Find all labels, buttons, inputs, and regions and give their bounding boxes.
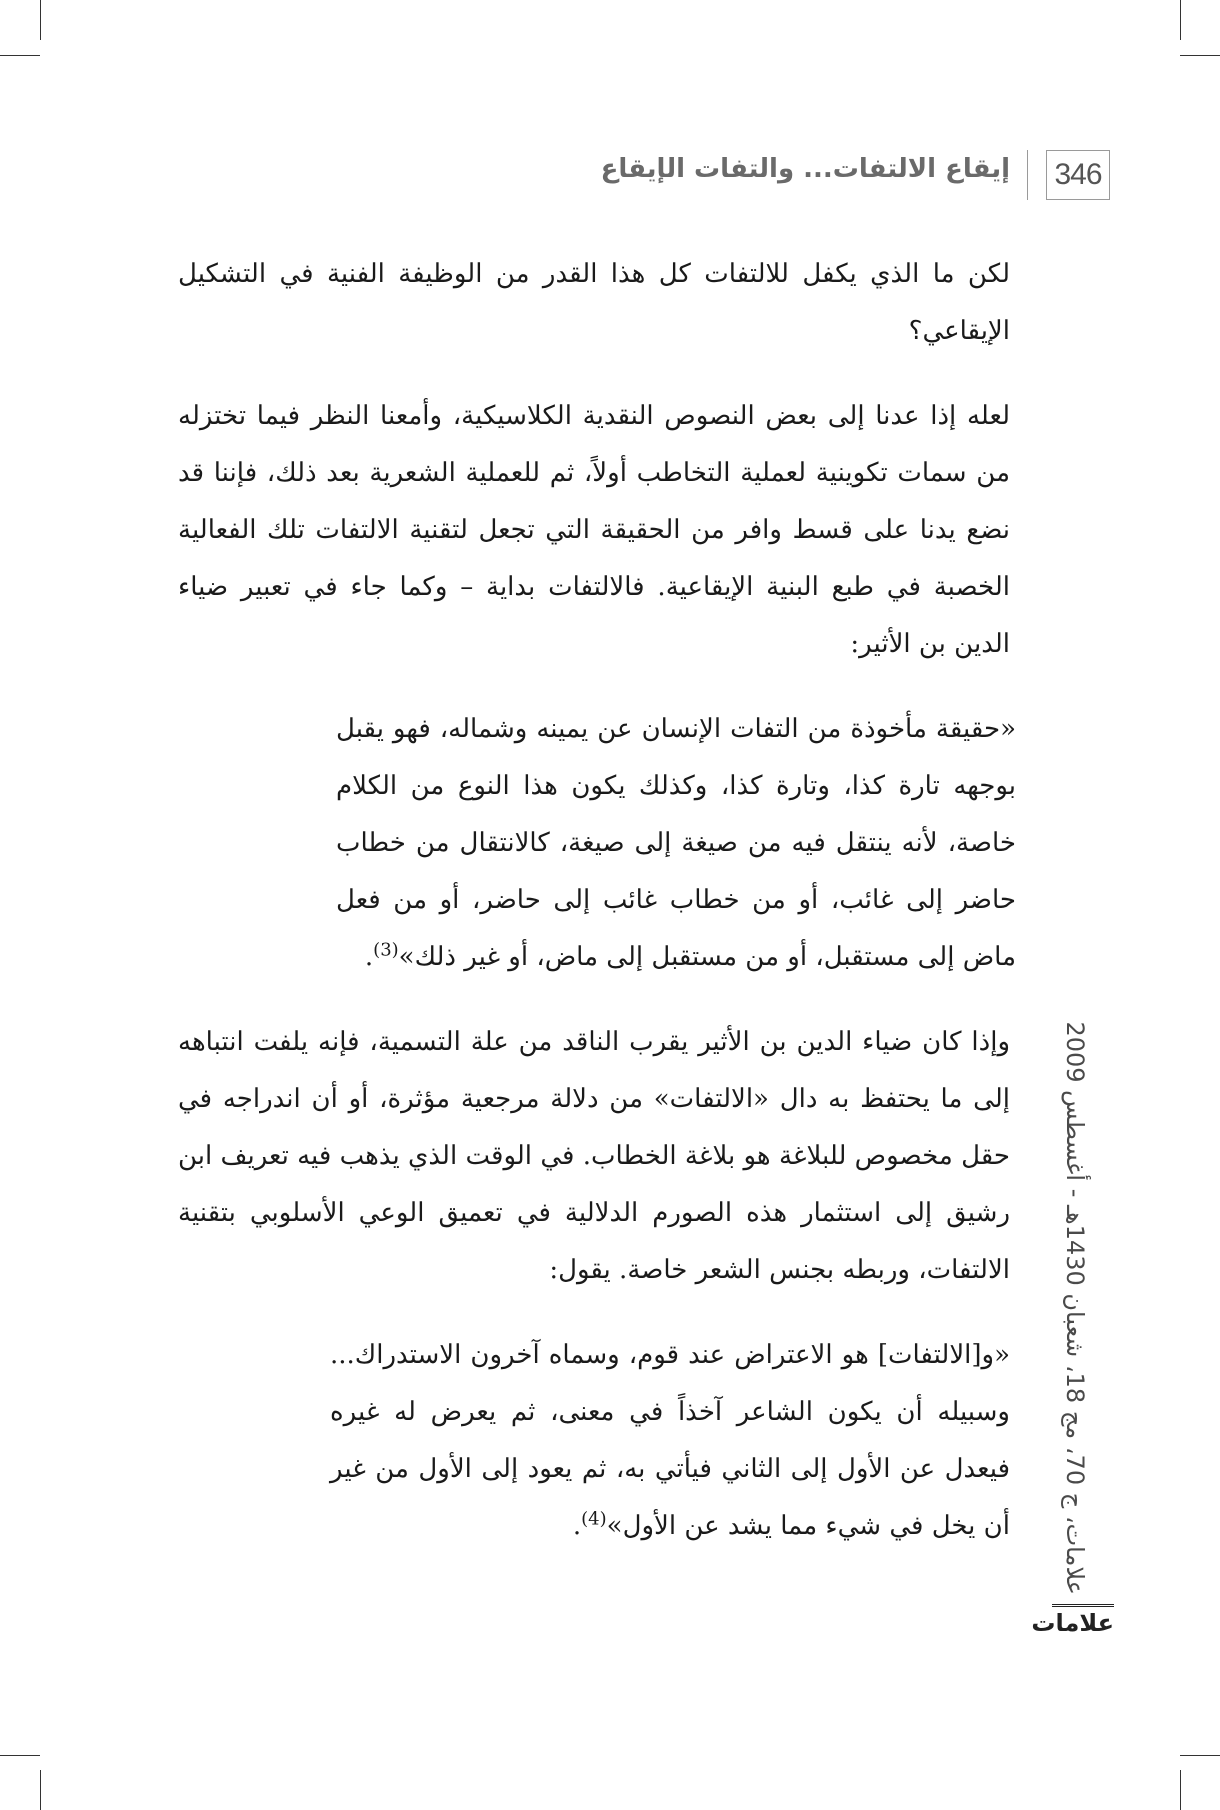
crop-mark	[0, 55, 40, 56]
journal-issue-line: علامات، ج 70، مج 18، شعبان 1430هـ - أغسطس 2009	[1061, 1021, 1089, 1595]
page-number: 346	[1046, 150, 1110, 200]
running-header	[180, 150, 1110, 204]
quote-end: .	[364, 942, 374, 972]
quote-text: «و[الالتفات] هو الاعتراض عند قوم، وسماه آخرون الاستدراك... وسبيله أن يكون الشاعر آخذاً في معنى، ثم يعرض له غيره فيعدل عن الأول إلى الثاني فيأتي به، ثم يعود إلى الأول من غير أن يخل في شيء مما يشد عن الأول»	[330, 1340, 1010, 1541]
crop-mark	[1180, 1755, 1220, 1756]
header-divider	[1027, 150, 1028, 200]
crop-mark	[1180, 0, 1181, 40]
crop-mark	[0, 1755, 40, 1756]
block-quote	[336, 701, 1016, 986]
footnote-ref[interactable]: (3)	[373, 939, 399, 961]
paragraph: لعله إذا عدنا إلى بعض النصوص النقدية الكلاسيكية، وأمعنا النظر فيما تختزله من سمات تكوينية لعملية التخاطب أولاً، ثم للعملية الشعرية بعد ذلك، فإننا قد نضع يدنا على قسط وافر من الحقيقة التي تجعل لتقنية الالتفات تلك الفعالية الخصبة في طبع البنية الإيقاعية. فالالتفات بداية – وكما جاء في تعبير ضياء الدين بن الأثير:	[178, 401, 1010, 659]
running-title: إيقاع الالتفات... والتفات الإيقاع	[600, 154, 1010, 184]
crop-mark	[40, 1770, 41, 1810]
journal-logo: علامات	[1052, 1604, 1114, 1641]
paragraph: وإذا كان ضياء الدين بن الأثير يقرب الناقد من علة التسمية، فإنه يلفت انتباهه إلى ما يحتفظ به دال «الالتفات» من دلالة مرجعية مؤثرة، أو أن اندراجه في حقل مخصوص للبلاغة هو بلاغة الخطاب. في الوقت الذي يذهب فيه تعريف ابن رشيق إلى استثمار هذه الصورم الدلالية في تعميق الوعي الأسلوبي بتقنية الالتفات، وربطه بجنس الشعر خاصة. يقول:	[178, 1027, 1010, 1285]
quote-end: .	[572, 1511, 582, 1541]
journal-info-vertical	[1055, 945, 1095, 1595]
quote-text: «حقيقة مأخوذة من التفات الإنسان عن يمينه وشماله، فهو يقبل بوجهه تارة كذا، وتارة كذا، وكذلك يكون هذا النوع من الكلام خاصة، لأنه ينتقل فيه من صيغة إلى صيغة، كالانتقال من خطاب حاضر إلى غائب، أو من خطاب غائب إلى حاضر، أو من فعل ماض إلى مستقبل، أو من مستقبل إلى ماض، أو غير ذلك»	[336, 714, 1016, 972]
block-quote	[330, 1327, 1010, 1555]
crop-mark	[40, 0, 41, 40]
article-body	[178, 246, 1016, 1583]
crop-mark	[1180, 1770, 1181, 1810]
paragraph: لكن ما الذي يكفل للالتفات كل هذا القدر من الوظيفة الفنية في التشكيل الإيقاعي؟	[178, 259, 1010, 346]
crop-mark	[1180, 55, 1220, 56]
footnote-ref[interactable]: (4)	[581, 1508, 607, 1530]
